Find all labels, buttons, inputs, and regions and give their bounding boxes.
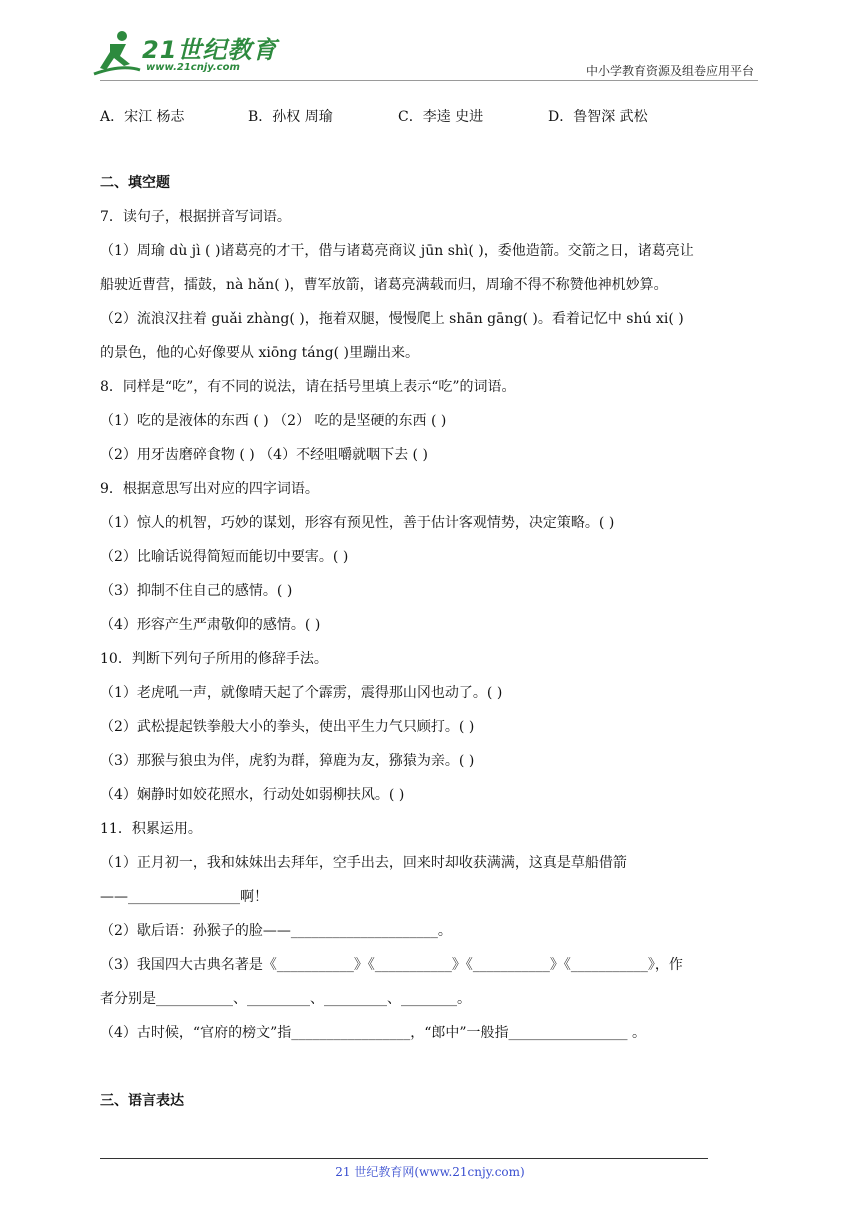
section-fill-title: 二、填空题 xyxy=(100,175,170,191)
platform-title: 中小学教育资源及组卷应用平台 xyxy=(585,64,754,78)
q11-item-3b: 者分别是___________、_________、_________、________。 xyxy=(100,991,471,1007)
page-footer: 21 世纪教育网(www.21cnjy.com) xyxy=(335,1165,525,1179)
page-header xyxy=(0,0,860,80)
q10-item-4: （4）娴静时如姣花照水，行动处如弱柳扶风。( ) xyxy=(100,787,405,803)
q9-item-2: （2）比喻话说得简短而能切中要害。( ) xyxy=(100,549,349,565)
spacer xyxy=(100,1050,765,1084)
q10-item-3: （3）那猴与狼虫为伴，虎豹为群，獐鹿为友，猕猿为亲。( ) xyxy=(100,753,475,769)
q6-options xyxy=(100,100,765,134)
q8-row-1: （1）吃的是液体的东西 ( ) （2） 吃的是坚硬的东西 ( ) xyxy=(100,413,447,429)
q11-item-2: （2）歇后语：孙猴子的脸——_____________________。 xyxy=(100,923,452,939)
q11-prompt: 11．积累运用。 xyxy=(100,821,202,837)
option-b: B．孙权 周瑜 xyxy=(248,109,333,125)
q9-item-1: （1）惊人的机智，巧妙的谋划，形容有预见性，善于估计客观情势，决定策略。( ) xyxy=(100,515,615,531)
q9-item-3: （3）抑制不住自己的感情。( ) xyxy=(100,583,293,599)
brand-name: 21世纪教育 xyxy=(142,36,278,64)
q7-item-1b: 船驶近曹营，擂鼓，nà hǎn( )，曹军放箭，诸葛亮满载而归，周瑜不得不称赞他神机妙算。 xyxy=(100,277,668,293)
footer-divider xyxy=(100,1158,708,1159)
q11-item-1a: （1）正月初一，我和妹妹出去拜年，空手出去，回来时却收获满满，这真是草船借箭 xyxy=(100,855,627,871)
q11-item-3a: （3）我国四大古典名著是《___________》《___________》《___________》《___________》，作 xyxy=(100,957,683,973)
spacer xyxy=(100,134,765,166)
q7-item-1a: （1）周瑜 dù jì ( )诸葛亮的才干，借与诸葛亮商议 jūn shì( )，委他造箭。交箭之日，诸葛亮让 xyxy=(100,243,694,259)
q7-prompt: 7．读句子，根据拼音写词语。 xyxy=(100,209,291,225)
header-divider xyxy=(100,80,758,81)
option-c: C．李逵 史进 xyxy=(398,109,484,125)
q8-prompt: 8．同样是“吃”，有不同的说法，请在括号里填上表示“吃”的词语。 xyxy=(100,379,516,395)
section-expression-title: 三、语言表达 xyxy=(100,1093,184,1109)
q11-item-1b: ——________________啊！ xyxy=(100,889,268,905)
option-a: A．宋江 杨志 xyxy=(100,109,185,125)
q10-item-1: （1）老虎吼一声，就像晴天起了个霹雳，震得那山冈也动了。( ) xyxy=(100,685,503,701)
q11-item-4: （4）古时候，“官府的榜文”指_________________，“郎中”一般指_________________ 。 xyxy=(100,1025,646,1041)
q8-row-2: （2）用牙齿磨碎食物 ( ) （4）不经咀嚼就咽下去 ( ) xyxy=(100,447,428,463)
brand-url: www.21cnjy.com xyxy=(146,62,240,73)
q9-prompt: 9．根据意思写出对应的四字词语。 xyxy=(100,481,319,497)
exam-content xyxy=(100,100,765,1118)
q9-item-4: （4）形容产生严肃敬仰的感情。( ) xyxy=(100,617,321,633)
q10-prompt: 10．判断下列句子所用的修辞手法。 xyxy=(100,651,328,667)
q7-item-2a: （2）流浪汉拄着 guǎi zhàng( )，拖着双腿，慢慢爬上 shān gāng( )。看着记忆中 shú xi( ) xyxy=(100,311,684,327)
option-d: D．鲁智深 武松 xyxy=(548,109,648,125)
q7-item-2b: 的景色，他的心好像要从 xiōng táng( )里蹦出来。 xyxy=(100,345,420,361)
q10-item-2: （2）武松提起铁拳般大小的拳头，使出平生力气只顾打。( ) xyxy=(100,719,475,735)
